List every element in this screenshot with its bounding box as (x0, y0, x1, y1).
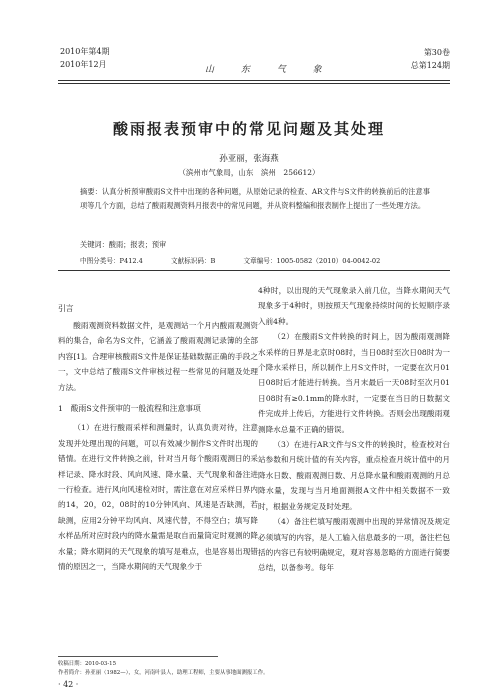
abstract: 摘要：认真分析预审酸雨S文件中出现的各种问题，从原始记录的检查、AR文件与S文件的转换前后的注意事项等几个方面，总结了酸雨观测资料月报表中的常见问题，并从资料整编和报表制作上提出了一些处理方法。 (80, 187, 430, 210)
classification-meta (80, 255, 430, 265)
article-number: 文章编号：1005-0582（2010）04-0042-02 (243, 257, 381, 265)
document-code: 文献标识码：B (171, 257, 216, 265)
journal-name: 山 东 气 象 (205, 65, 334, 75)
article-title: 酸雨报表预审中的常见问题及其处理 (112, 120, 385, 138)
left-column (58, 318, 258, 575)
keywords: 关键词：酸雨；报表；预审 (80, 240, 167, 249)
received-date: 收稿日期：2010-03-15 (58, 661, 117, 667)
clc-number: 中图分类号：P412.4 (80, 257, 143, 265)
right-column (258, 283, 450, 576)
affiliation: （滨州市气象局，山东 滨州 256612） (178, 168, 320, 177)
total-issue: 总第124期 (410, 61, 450, 70)
footnote (58, 660, 268, 678)
body-paragraph-4: （4）备注栏填写酸雨观测中出现的异常情况及规定必须填写的内容，是人工输入信息最多的一项，备注栏包括的内容已有较明确规定，观对容易忽略的方面进行简要总结，以备参考。每年 (258, 517, 450, 573)
page-number: · 42 · (58, 680, 79, 689)
body-paragraph-cont: 4种时，以出现的天气现象录入前几位，当降水期间天气现象多于4种时，则按照天气现象持续时间的长短顺序录入前4种。 (258, 286, 450, 326)
section-1-heading: 1 酸雨S文件预审的一般流程和注意事项 (58, 404, 201, 414)
authors: 孙亚丽，张海燕 (219, 154, 279, 164)
body-paragraph-2: （2）在酸雨S文件转换的时间上，因为酸雨观测降水采样的日界是北京时08时，当日08时至次日08时为一个降水采样日，所以制作上月S文件时，一定要在次月01日08时后才能进行转换。当月末最后一天08时至次月01日08时有≥0.1mm的降水时，一定要在当日的日数据文件完成并上传后，方能进行文件转换。否则会出现酸雨观测降水总量不正确的错误。 (258, 332, 450, 434)
intro-heading: 引言 (58, 304, 74, 313)
body-paragraph-3: （3）在进行AR文件与S文件的转换时，检查校对台站参数和月统计值的有关内容，重点检查月统计值中的月降水日数、酸雨观测日数、月总降水量和酸雨观测的月总降水量，发现与当月地面测报A文件中相关数据不一致时，根据业务规定及时处理。 (258, 440, 450, 511)
header-rule (58, 80, 450, 81)
author-bio: 作者简介：孙亚丽（1982—），女，河南叶县人，助理工程师，主要从事地面测报工作。 (58, 670, 269, 676)
issue-info-right (411, 46, 450, 72)
issue-year-number: 2010年第4期 (60, 47, 110, 56)
intro-paragraph: 酸雨观测资料数据文件，是观测站一个月内酸雨观测资料的集合，命名为S文件，它涵盖了酸雨观测记录簿的全部内容[1]。合理审核酸雨S文件是保证基础数据正确的手段之一，文中总结了酸雨S文件审核过程一些常见的问题及处理方法。 (58, 321, 258, 392)
issue-info-left (60, 45, 109, 71)
section-rule (58, 270, 450, 271)
volume: 第30卷 (423, 48, 450, 57)
header-rule-thin (58, 83, 450, 84)
footnote-rule (58, 656, 218, 657)
issue-date: 2010年12月 (60, 60, 107, 69)
body-paragraph-1: （1）在进行酸雨采样和测量时，认真负责对待，注意发现并处理出现的问题，可以有效减少制作S文件时出现的错情。在进行文件转换之前，针对当月每个酸雨观测日的采样记录、降水时段、风向风速、降水量、天气现象和备注进一行检查。进行风向风速检对时，需注意在对应采样日界内的14，20，02，08时的10分钟风向、风速是否缺测，若缺测，应用2分钟平均风向、风速代替，不得空白；填写降水样品所对应时段内的降水量需是取自而量筒定时观测的降水量；降水期间的天气现象的填写是难点，也是容易出现错情的原因之一，当降水期间的天气现象少于 (58, 423, 258, 572)
